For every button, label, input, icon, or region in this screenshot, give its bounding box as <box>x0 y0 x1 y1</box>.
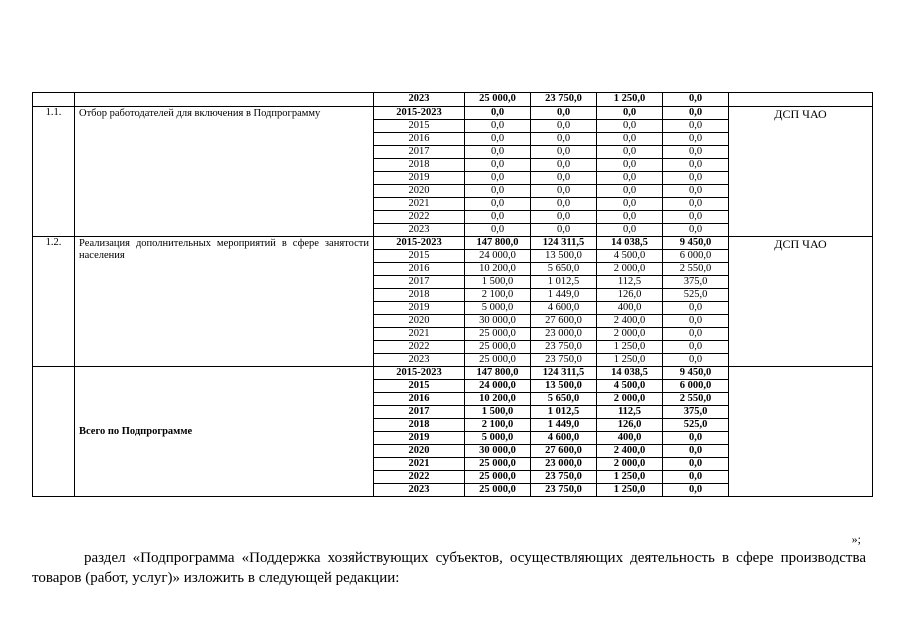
year-cell: 2015 <box>374 380 465 393</box>
value-cell-3: 2 000,0 <box>597 263 663 276</box>
year-cell: 2022 <box>374 471 465 484</box>
value-total-cell: 25 000,0 <box>465 471 531 484</box>
value-cell-2: 5 650,0 <box>531 393 597 406</box>
value-cell-2: 124 311,5 <box>531 367 597 380</box>
value-cell-3: 4 500,0 <box>597 380 663 393</box>
year-cell: 2016 <box>374 393 465 406</box>
value-cell-4: 0,0 <box>663 185 729 198</box>
value-cell-3: 2 000,0 <box>597 393 663 406</box>
year-cell: 2020 <box>374 315 465 328</box>
value-cell-4: 0,0 <box>663 458 729 471</box>
funding-table-sheet <box>32 92 873 497</box>
value-total-cell: 1 500,0 <box>465 406 531 419</box>
value-total-cell: 0,0 <box>465 159 531 172</box>
year-cell: 2015-2023 <box>374 237 465 250</box>
value-cell-4: 0,0 <box>663 354 729 367</box>
value-cell-3: 14 038,5 <box>597 367 663 380</box>
value-cell-3: 4 500,0 <box>597 250 663 263</box>
year-cell: 2023 <box>374 224 465 237</box>
value-cell-4: 6 000,0 <box>663 250 729 263</box>
value-cell-3: 2 400,0 <box>597 445 663 458</box>
value-cell-2: 27 600,0 <box>531 445 597 458</box>
value-total-cell: 30 000,0 <box>465 445 531 458</box>
executor-cell: ДСП ЧАО <box>729 107 873 237</box>
value-cell-2: 13 500,0 <box>531 250 597 263</box>
executor-cell <box>729 367 873 497</box>
executor-cell: ДСП ЧАО <box>729 237 873 367</box>
value-cell-2: 23 000,0 <box>531 328 597 341</box>
value-cell-4: 0,0 <box>663 484 729 497</box>
value-cell-2: 23 750,0 <box>531 484 597 497</box>
executor-cell <box>729 93 873 107</box>
value-cell-2: 1 449,0 <box>531 419 597 432</box>
year-cell: 2016 <box>374 263 465 276</box>
value-cell-4: 375,0 <box>663 406 729 419</box>
value-total-cell: 0,0 <box>465 107 531 120</box>
year-cell: 2020 <box>374 185 465 198</box>
value-cell-2: 0,0 <box>531 107 597 120</box>
value-cell-3: 0,0 <box>597 146 663 159</box>
value-cell-2: 0,0 <box>531 211 597 224</box>
year-cell: 2018 <box>374 419 465 432</box>
value-total-cell: 25 000,0 <box>465 484 531 497</box>
row-number-cell: 1.1. <box>33 107 75 237</box>
value-cell-4: 0,0 <box>663 445 729 458</box>
value-cell-2: 23 750,0 <box>531 471 597 484</box>
row-number-cell <box>33 93 75 107</box>
value-cell-3: 0,0 <box>597 198 663 211</box>
year-cell: 2021 <box>374 328 465 341</box>
value-total-cell: 24 000,0 <box>465 380 531 393</box>
value-cell-3: 0,0 <box>597 159 663 172</box>
year-cell: 2020 <box>374 445 465 458</box>
row-number-cell: 1.2. <box>33 237 75 367</box>
value-cell-4: 9 450,0 <box>663 237 729 250</box>
value-cell-4: 0,0 <box>663 328 729 341</box>
year-cell: 2015-2023 <box>374 107 465 120</box>
value-cell-4: 9 450,0 <box>663 367 729 380</box>
value-total-cell: 25 000,0 <box>465 458 531 471</box>
year-cell: 2017 <box>374 276 465 289</box>
value-cell-2: 124 311,5 <box>531 237 597 250</box>
value-cell-4: 2 550,0 <box>663 393 729 406</box>
funding-table <box>32 92 873 497</box>
value-cell-3: 1 250,0 <box>597 341 663 354</box>
value-cell-4: 0,0 <box>663 224 729 237</box>
value-cell-4: 0,0 <box>663 341 729 354</box>
value-cell-4: 0,0 <box>663 302 729 315</box>
value-total-cell: 5 000,0 <box>465 302 531 315</box>
funding-table-body <box>33 93 873 497</box>
value-cell-3: 1 250,0 <box>597 471 663 484</box>
value-cell-4: 0,0 <box>663 198 729 211</box>
value-cell-4: 0,0 <box>663 146 729 159</box>
table-row <box>33 367 873 380</box>
value-cell-4: 0,0 <box>663 315 729 328</box>
value-total-cell: 2 100,0 <box>465 419 531 432</box>
value-total-cell: 1 500,0 <box>465 276 531 289</box>
value-cell-2: 0,0 <box>531 198 597 211</box>
year-cell: 2023 <box>374 354 465 367</box>
activity-name-cell <box>75 93 374 107</box>
value-total-cell: 5 000,0 <box>465 432 531 445</box>
value-cell-2: 0,0 <box>531 224 597 237</box>
value-cell-3: 2 000,0 <box>597 328 663 341</box>
value-total-cell: 25 000,0 <box>465 328 531 341</box>
value-cell-3: 0,0 <box>597 211 663 224</box>
closing-quote: »; <box>851 532 861 546</box>
year-cell: 2018 <box>374 289 465 302</box>
year-cell: 2022 <box>374 211 465 224</box>
value-total-cell: 0,0 <box>465 185 531 198</box>
value-total-cell: 0,0 <box>465 120 531 133</box>
table-row <box>33 93 873 107</box>
value-cell-3: 1 250,0 <box>597 354 663 367</box>
year-cell: 2019 <box>374 172 465 185</box>
value-cell-2: 13 500,0 <box>531 380 597 393</box>
value-cell-2: 0,0 <box>531 159 597 172</box>
value-total-cell: 25 000,0 <box>465 93 531 107</box>
value-cell-4: 0,0 <box>663 120 729 133</box>
value-cell-3: 0,0 <box>597 172 663 185</box>
value-total-cell: 25 000,0 <box>465 354 531 367</box>
value-cell-2: 23 000,0 <box>531 458 597 471</box>
value-cell-2: 5 650,0 <box>531 263 597 276</box>
year-cell: 2017 <box>374 406 465 419</box>
value-cell-3: 0,0 <box>597 133 663 146</box>
value-cell-2: 1 012,5 <box>531 406 597 419</box>
value-cell-2: 23 750,0 <box>531 341 597 354</box>
value-cell-2: 1 012,5 <box>531 276 597 289</box>
value-total-cell: 2 100,0 <box>465 289 531 302</box>
year-cell: 2023 <box>374 484 465 497</box>
value-total-cell: 0,0 <box>465 133 531 146</box>
value-cell-4: 0,0 <box>663 471 729 484</box>
table-row <box>33 107 873 120</box>
year-cell: 2015 <box>374 120 465 133</box>
value-total-cell: 0,0 <box>465 211 531 224</box>
table-row <box>33 237 873 250</box>
value-cell-3: 400,0 <box>597 432 663 445</box>
value-cell-2: 0,0 <box>531 133 597 146</box>
value-cell-3: 1 250,0 <box>597 93 663 107</box>
value-cell-2: 0,0 <box>531 172 597 185</box>
value-cell-3: 2 000,0 <box>597 458 663 471</box>
value-cell-3: 14 038,5 <box>597 237 663 250</box>
value-total-cell: 0,0 <box>465 198 531 211</box>
value-total-cell: 0,0 <box>465 224 531 237</box>
value-cell-4: 0,0 <box>663 133 729 146</box>
value-cell-2: 4 600,0 <box>531 432 597 445</box>
year-cell: 2019 <box>374 302 465 315</box>
value-cell-4: 0,0 <box>663 172 729 185</box>
value-cell-3: 126,0 <box>597 289 663 302</box>
year-cell: 2021 <box>374 458 465 471</box>
value-cell-4: 0,0 <box>663 107 729 120</box>
value-total-cell: 30 000,0 <box>465 315 531 328</box>
year-cell: 2019 <box>374 432 465 445</box>
year-cell: 2015 <box>374 250 465 263</box>
activity-name-cell: Реализация дополнительных мероприятий в сфере занятости населения <box>75 237 374 367</box>
value-cell-4: 0,0 <box>663 93 729 107</box>
amendment-paragraph: раздел «Подпрограмма «Поддержка хозяйствующих субъектов, осуществляющих деятельность в сфере производства товаров (работ, услуг)» изложить в следующей редакции: <box>32 550 866 586</box>
value-cell-4: 6 000,0 <box>663 380 729 393</box>
value-cell-3: 0,0 <box>597 185 663 198</box>
value-cell-4: 525,0 <box>663 289 729 302</box>
value-cell-4: 375,0 <box>663 276 729 289</box>
value-cell-3: 0,0 <box>597 120 663 133</box>
value-cell-3: 112,5 <box>597 276 663 289</box>
year-cell: 2016 <box>374 133 465 146</box>
value-total-cell: 10 200,0 <box>465 263 531 276</box>
value-cell-3: 0,0 <box>597 224 663 237</box>
total-label-cell: Всего по Подпрограмме <box>75 367 374 497</box>
value-cell-4: 0,0 <box>663 159 729 172</box>
value-cell-2: 0,0 <box>531 120 597 133</box>
value-cell-2: 0,0 <box>531 146 597 159</box>
value-cell-4: 2 550,0 <box>663 263 729 276</box>
year-cell: 2018 <box>374 159 465 172</box>
value-cell-4: 0,0 <box>663 211 729 224</box>
value-cell-4: 0,0 <box>663 432 729 445</box>
value-cell-3: 0,0 <box>597 107 663 120</box>
row-number-cell <box>33 367 75 497</box>
year-cell: 2023 <box>374 93 465 107</box>
value-cell-2: 1 449,0 <box>531 289 597 302</box>
value-total-cell: 0,0 <box>465 172 531 185</box>
value-cell-3: 1 250,0 <box>597 484 663 497</box>
year-cell: 2022 <box>374 341 465 354</box>
year-cell: 2021 <box>374 198 465 211</box>
value-total-cell: 147 800,0 <box>465 237 531 250</box>
value-total-cell: 25 000,0 <box>465 341 531 354</box>
value-cell-4: 525,0 <box>663 419 729 432</box>
value-total-cell: 0,0 <box>465 146 531 159</box>
activity-name-cell: Отбор работодателей для включения в Подпрограмму <box>75 107 374 237</box>
value-total-cell: 24 000,0 <box>465 250 531 263</box>
year-cell: 2015-2023 <box>374 367 465 380</box>
value-total-cell: 147 800,0 <box>465 367 531 380</box>
value-cell-3: 400,0 <box>597 302 663 315</box>
value-cell-2: 4 600,0 <box>531 302 597 315</box>
year-cell: 2017 <box>374 146 465 159</box>
value-cell-3: 126,0 <box>597 419 663 432</box>
value-cell-3: 112,5 <box>597 406 663 419</box>
value-total-cell: 10 200,0 <box>465 393 531 406</box>
value-cell-2: 23 750,0 <box>531 354 597 367</box>
value-cell-2: 23 750,0 <box>531 93 597 107</box>
value-cell-2: 27 600,0 <box>531 315 597 328</box>
value-cell-2: 0,0 <box>531 185 597 198</box>
value-cell-3: 2 400,0 <box>597 315 663 328</box>
